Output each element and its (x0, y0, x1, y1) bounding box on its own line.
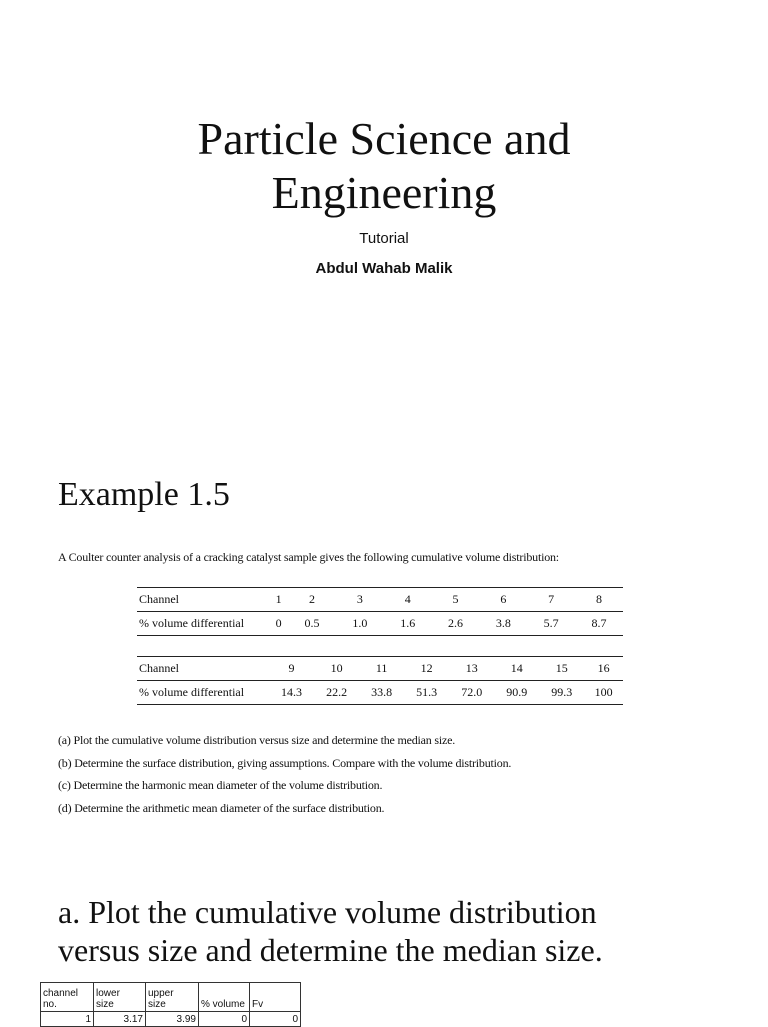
value-cell: 90.9 (494, 681, 539, 705)
question-b: (b) Determine the surface distribution, giving assumptions. Compare with the volume distribution. (58, 755, 512, 770)
channel-table-1 (137, 587, 623, 636)
header-fv: Fv (250, 983, 301, 1012)
title-line-2: Engineering (271, 167, 497, 218)
value-cell: 1.0 (336, 612, 384, 636)
subtitle: Tutorial (359, 230, 409, 247)
table-row (137, 657, 623, 681)
value-cell: 8.7 (575, 612, 623, 636)
value-cell: 0 (269, 612, 288, 636)
cell-upper-size: 3.99 (146, 1012, 199, 1027)
table-row (137, 681, 623, 705)
channel-cell: 2 (288, 588, 336, 612)
question-a: (a) Plot the cumulative volume distribution versus size and determine the median size. (58, 733, 456, 747)
channel-cell: 3 (336, 588, 384, 612)
question-list (58, 733, 511, 823)
cell-percent-volume: 0 (199, 1012, 250, 1027)
channel-cell: 16 (584, 657, 623, 681)
value-cell: 100 (584, 681, 623, 705)
channel-cell: 15 (539, 657, 584, 681)
row-label-volume: % volume differential (137, 681, 269, 705)
table-row (137, 612, 623, 636)
channel-cell: 10 (314, 657, 359, 681)
channel-cell: 5 (432, 588, 480, 612)
channel-cell: 6 (479, 588, 527, 612)
table-row (137, 588, 623, 612)
value-cell: 99.3 (539, 681, 584, 705)
table-row (41, 1012, 301, 1027)
header-upper-size: upper size (146, 983, 199, 1012)
value-cell: 0.5 (288, 612, 336, 636)
question-c: (c) Determine the harmonic mean diameter of the volume distribution. (58, 778, 383, 792)
value-cell: 1.6 (384, 612, 432, 636)
row-label-channel: Channel (137, 657, 269, 681)
spreadsheet-table (40, 982, 301, 1027)
intro-text: A Coulter counter analysis of a cracking catalyst sample gives the following cumulative volume distribution: (58, 550, 559, 564)
channel-table-2 (137, 656, 623, 705)
header-lower-size: lower size (94, 983, 146, 1012)
channel-cell: 9 (269, 657, 314, 681)
value-cell: 33.8 (359, 681, 404, 705)
header-channel-no: channel no. (41, 983, 94, 1012)
cell-channel-no: 1 (41, 1012, 94, 1027)
header-percent-volume: % volume (199, 983, 250, 1012)
part-a-heading-line-2: versus size and determine the median size. (58, 932, 603, 968)
channel-cell: 13 (449, 657, 494, 681)
title-line-1: Particle Science and (197, 113, 571, 164)
example-heading: Example 1.5 (58, 476, 230, 513)
value-cell: 51.3 (404, 681, 449, 705)
value-cell: 5.7 (527, 612, 575, 636)
value-cell: 2.6 (432, 612, 480, 636)
channel-cell: 7 (527, 588, 575, 612)
channel-cell: 14 (494, 657, 539, 681)
value-cell: 72.0 (449, 681, 494, 705)
author-name: Abdul Wahab Malik (315, 260, 453, 277)
channel-cell: 11 (359, 657, 404, 681)
document-title (0, 112, 768, 220)
cell-fv: 0 (250, 1012, 301, 1027)
question-d: (d) Determine the arithmetic mean diameter of the surface distribution. (58, 800, 385, 815)
spreadsheet-header-row (41, 983, 301, 1012)
part-a-heading-line-1: a. Plot the cumulative volume distribution (58, 894, 597, 930)
channel-cell: 12 (404, 657, 449, 681)
row-label-channel: Channel (137, 588, 269, 612)
value-cell: 22.2 (314, 681, 359, 705)
cell-lower-size: 3.17 (94, 1012, 146, 1027)
channel-cell: 8 (575, 588, 623, 612)
value-cell: 14.3 (269, 681, 314, 705)
value-cell: 3.8 (479, 612, 527, 636)
channel-cell: 1 (269, 588, 288, 612)
row-label-volume: % volume differential (137, 612, 269, 636)
channel-cell: 4 (384, 588, 432, 612)
part-a-heading (58, 893, 603, 969)
